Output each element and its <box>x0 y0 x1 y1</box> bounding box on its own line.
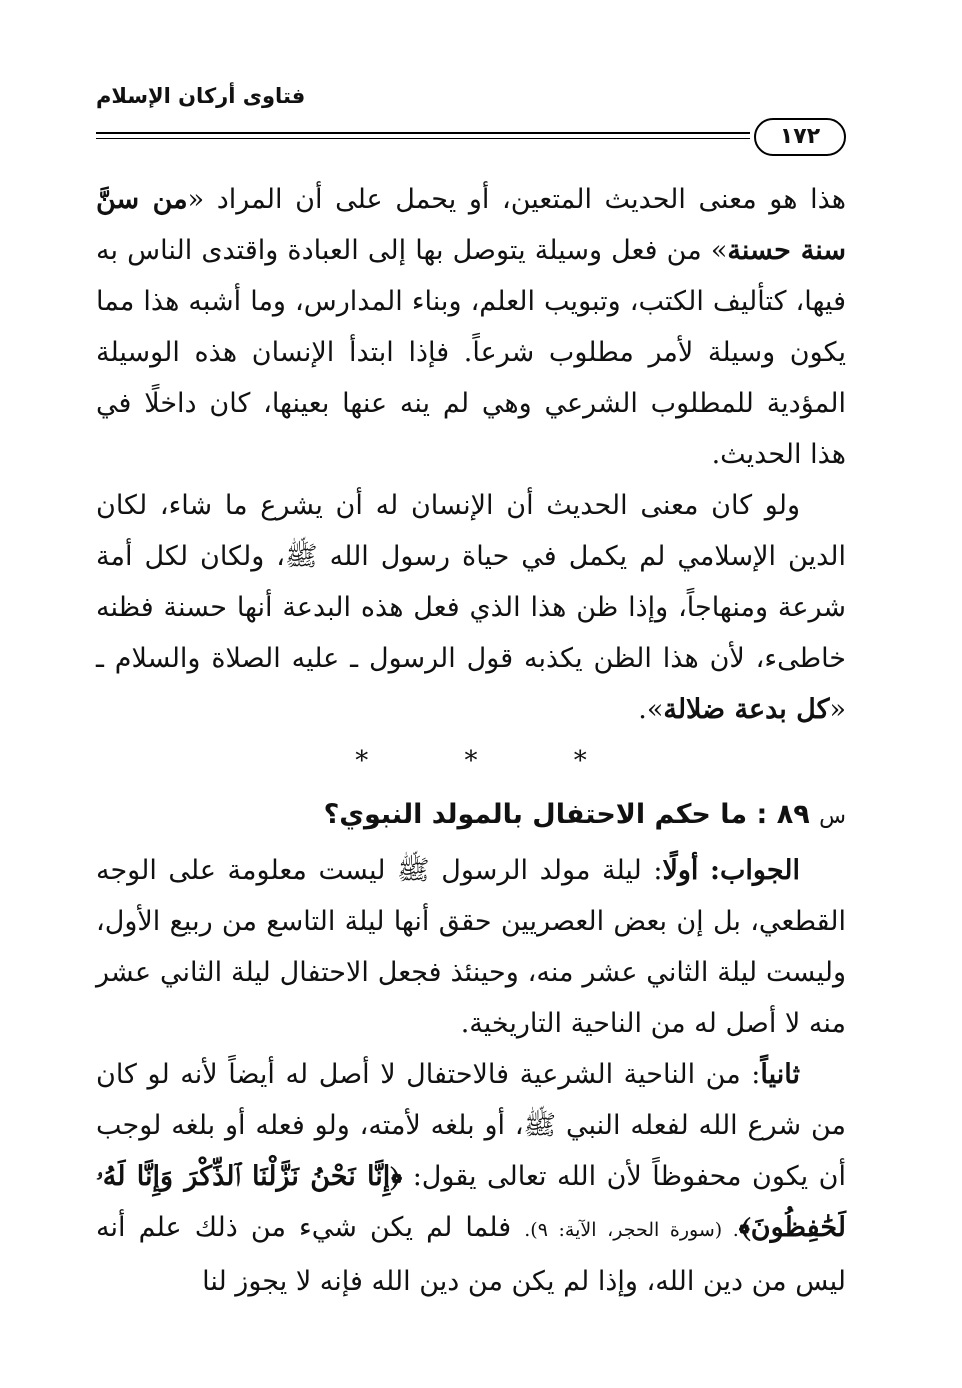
hadith-quote: من سنَّ سنة حسنة <box>96 184 846 266</box>
answer-paragraph-2: ثانياً: من الناحية الشرعية فالاحتفال لا أصل له أيضاً لأنه لو كان من شرع الله لفعله النبي ﷺ، أو بلغه لأمته، ولو فعله أو بلغه لوجب أن يكون محفوظاً لأن الله تعالى يقول: ﴿إِنَّا نَحْنُ نَزَّلْنَا ٱلذِّكْرَ وَإِنَّا لَهُۥ لَحَٰفِظُونَ﴾. (سورة الحجر، الآية: ٩). فلما لم يكن شيء من ذلك علم أنه ليس من دين الله، وإذا لم يكن من دين الله فإنه لا يجوز لنا <box>96 1059 846 1297</box>
question-text: ما حكم الاحتفال بالمولد النبوي؟ <box>323 799 748 830</box>
book-page <box>96 78 846 1378</box>
question-number: ٨٩ <box>776 799 810 830</box>
first-point-label: أولًا <box>662 855 699 886</box>
question-colon: : <box>756 799 768 830</box>
page-content <box>96 174 846 1307</box>
book-title: فتاوى أركان الإسلام <box>96 84 306 108</box>
answer-label: الجواب: <box>710 855 800 886</box>
verse-reference: . (سورة الحجر، الآية: ٩). <box>524 1219 739 1241</box>
quran-verse: ﴿إِنَّا نَحْنُ نَزَّلْنَا ٱلذِّكْرَ وَإِنَّا لَهُۥ لَحَٰفِظُونَ﴾ <box>96 1161 846 1243</box>
page-number: ١٧٢ <box>754 118 846 156</box>
header-rule-thin <box>96 138 750 139</box>
second-point-label: ثانياً <box>760 1059 800 1090</box>
page-header <box>96 78 846 158</box>
paragraph-2: ولو كان معنى الحديث أن الإنسان له أن يشرع ما شاء، لكان الدين الإسلامي لم يكمل في حياة رسول الله ﷺ، ولكان لكل أمة شرعة ومنهاجاً، وإذا ظن هذا الذي فعل هذه البدعة أنها حسنة فظنه خاطىء، لأن هذا الظن يكذبه قول الرسول ـ عليه الصلاة والسلام ـ «كل بدعة ضلالة». <box>96 490 846 725</box>
hadith-quote: كل بدعة ضلالة <box>663 694 830 725</box>
paragraph-1: هذا هو معنى الحديث المتعين، أو يحمل على أن المراد «من سنَّ سنة حسنة» من فعل وسيلة يتوصل بها إلى العبادة واقتدى الناس به فيها، كتأليف الكتب، وتبويب العلم، وبناء المدارس، وما أشبه هذا مما يكون وسيلة لأمر مطلوب شرعاً. فإذا ابتدأ الإنسان هذه الوسيلة المؤدية للمطلوب الشرعي وهي لم ينه عنها بعينها، كان داخلًا في هذا الحديث. <box>96 184 846 470</box>
answer-paragraph-1: الجواب: أولًا: ليلة مولد الرسول ﷺ ليست معلومة على الوجه القطعي، بل إن بعض العصريين حقق أنها ليلة التاسع من ربيع الأول، وليست ليلة الثاني عشر منه، وحينئذ فجعل الاحتفال ليلة الثاني عشر منه لا أصل له من الناحية التاريخية. <box>96 855 846 1039</box>
section-separator: * * * <box>355 746 631 776</box>
header-rule-thick <box>96 132 750 134</box>
question-heading <box>96 787 846 845</box>
question-mark: س <box>819 804 846 829</box>
